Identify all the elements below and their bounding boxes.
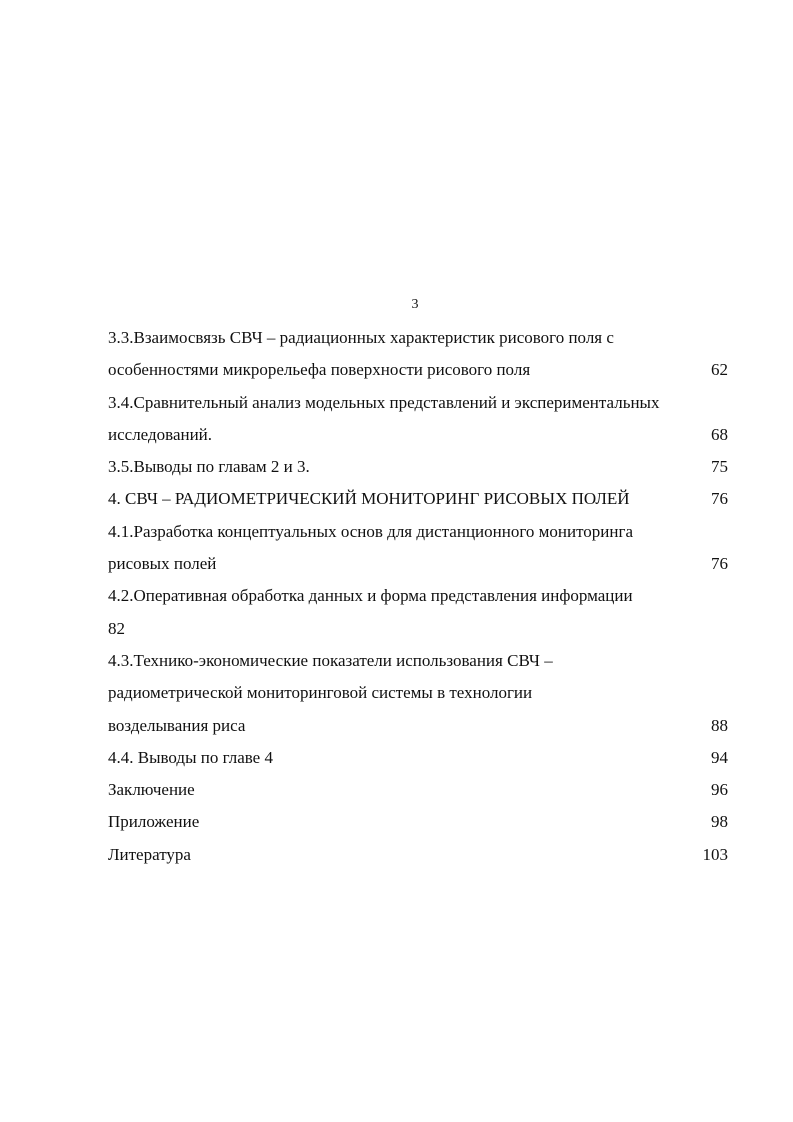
toc-page-number: 96 [711,780,728,800]
toc-entry-references [108,839,732,871]
toc-entry-text: 4.2.Оперативная обработка данных и форма представления информации [108,586,633,606]
toc-page-number: 76 [711,489,728,509]
toc-entry-4-1-line-2 [108,548,732,580]
page-number: 3 [411,297,419,312]
toc-page-number: 75 [711,457,728,477]
toc-entry-appendix [108,806,732,838]
toc-entry-4 [108,483,732,515]
toc-entry-3-5 [108,451,732,483]
toc-entry-text: Заключение [108,780,195,800]
toc-entry-3-3-line-2 [108,354,732,386]
toc-entry-text: Приложение [108,812,200,832]
toc-entry-4-1-line-1 [108,516,732,548]
toc-entry-4-2-line-2 [108,613,732,645]
toc-page-number: 68 [711,424,728,444]
toc-page-number: 103 [702,844,728,864]
toc-entry-conclusion [108,774,732,806]
toc-page-number: 98 [711,812,728,832]
toc-chapter-title: 4. СВЧ – РАДИОМЕТРИЧЕСКИЙ МОНИТОРИНГ РИСОВЫХ ПОЛЕЙ [108,489,630,509]
toc-entry-text: 3.3.Взаимосвязь СВЧ – радиационных характеристик рисового поля с [108,328,614,347]
toc-entry-text: рисовых полей [108,554,217,574]
toc-entry-text: радиометрической мониторинговой системы в технологии [108,683,533,703]
toc-entry-text: Литература [108,844,191,864]
toc-entry-text: исследований. [108,424,213,444]
toc-entry-3-4-line-1 [108,387,732,419]
toc-entry-4-4 [108,742,732,774]
toc-page-number: 76 [711,554,728,574]
toc-entry-text: 4.3.Технико-экономические показатели использования СВЧ – [108,650,553,670]
toc-entry-text: 3.5.Выводы по главам 2 и 3. [108,457,310,477]
toc-entry-4-2-line-1 [108,580,732,612]
toc-entry-4-3-line-3 [108,710,732,742]
toc-entry-4-3-line-2 [108,677,732,709]
toc-entry-text: 3.4.Сравнительный анализ модельных представлений и экспериментальных [108,392,660,412]
toc-entry-text: особенностями микрорельефа поверхности рисового поля [108,360,531,380]
table-of-contents [108,322,732,871]
toc-entry-4-3-line-1 [108,645,732,677]
toc-entry-3-3-line-1 [108,322,732,354]
toc-entry-text: 4.4. Выводы по главе 4 [108,747,273,767]
toc-page-number: 82 [108,618,125,638]
toc-entry-text: 4.1.Разработка концептуальных основ для дистанционного мониторинга [108,521,634,541]
toc-page-number: 94 [711,747,728,767]
toc-page-number: 88 [711,715,728,735]
toc-page-number: 62 [711,360,728,380]
toc-entry-text: возделывания риса [108,715,246,735]
toc-entry-3-4-line-2 [108,419,732,451]
